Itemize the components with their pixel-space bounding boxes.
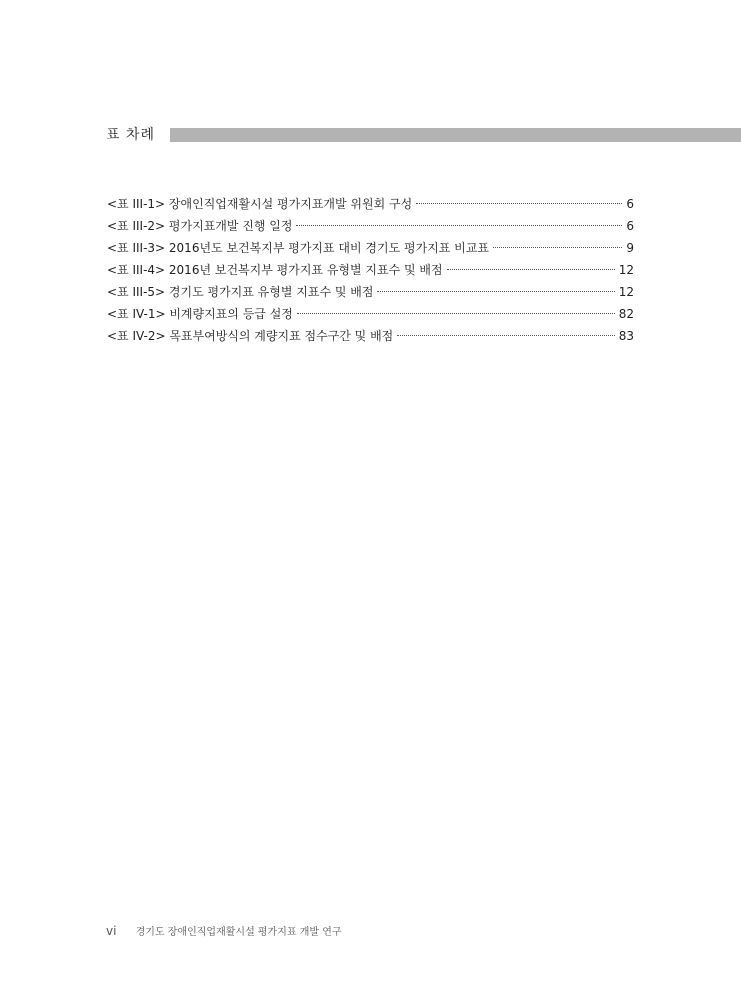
dot-leader [297,313,615,314]
footer-page-number: vi [106,924,117,938]
toc-entry-page: 82 [618,307,634,321]
toc-heading [106,126,741,144]
toc-entry[interactable] [107,281,634,303]
page-footer [106,924,342,940]
toc-entry-label: <표 IV-2> 목표부여방식의 계량지표 점수구간 및 배점 [107,329,394,343]
heading-title: 표 차례 [106,127,156,143]
toc-entry[interactable] [107,325,634,347]
toc-entry-label: <표 III-3> 2016년도 보건복지부 평가지표 대비 경기도 평가지표 비교표 [107,241,489,255]
toc-entry-label: <표 III-5> 경기도 평가지표 유형별 지표수 및 배점 [107,285,374,299]
toc-entry-page: 12 [618,285,634,299]
toc-entry[interactable] [107,215,634,237]
toc-entry-page: 6 [626,219,634,233]
toc-entry-label: <표 IV-1> 비계량지표의 등급 설정 [107,307,293,321]
dot-leader [416,203,622,204]
toc-entry-label: <표 III-4> 2016년 보건복지부 평가지표 유형별 지표수 및 배점 [107,263,443,277]
toc-entry-page: 9 [626,241,634,255]
dot-leader [397,335,614,336]
dot-leader [377,291,614,292]
dot-leader [447,269,615,270]
toc-entry-label: <표 III-1> 장애인직업재활시설 평가지표개발 위원회 구성 [107,197,413,211]
table-of-contents [107,193,634,347]
toc-entry[interactable] [107,237,634,259]
toc-entry-page: 6 [626,197,634,211]
toc-entry[interactable] [107,303,634,325]
dot-leader [493,247,622,248]
toc-entry[interactable] [107,259,634,281]
toc-entry-label: <표 III-2> 평가지표개발 진행 일정 [107,219,293,233]
toc-entry-page: 12 [618,263,634,277]
toc-entry-page: 83 [618,329,634,343]
heading-bar [170,128,741,142]
toc-entry[interactable] [107,193,634,215]
dot-leader [296,225,622,226]
footer-report-title: 경기도 장애인직업재활시설 평가지표 개발 연구 [135,927,342,938]
